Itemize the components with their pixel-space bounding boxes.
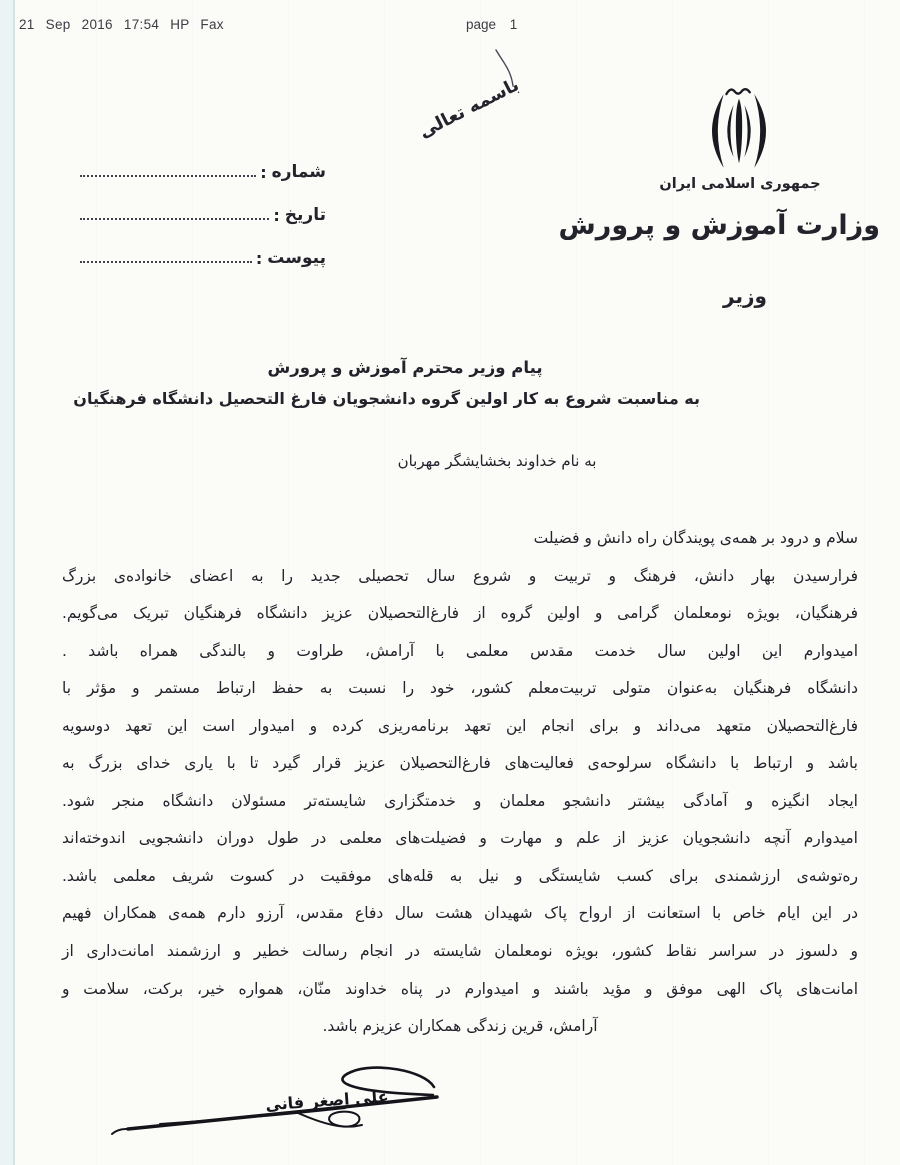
field-dotted-line bbox=[80, 175, 256, 177]
emblem-shadda bbox=[726, 89, 749, 94]
body-line: ره‌توشه‌ی ارزشمندی برای کسب شایستگی و نیل به قله‌های موفقیت در کسوت شریف معلمی باشد. bbox=[62, 866, 858, 885]
field-dotted-line bbox=[80, 261, 252, 263]
body-line: امیدوارم آنچه دانشجویان عزیز از علم و مهارت و فضیلت‌های معلمی در طول دوران دانشجویی اندوخته‌اند bbox=[62, 829, 858, 848]
field-dotted-line bbox=[80, 218, 269, 220]
iran-emblem-icon bbox=[698, 86, 780, 176]
body-line: ایجاد انگیزه و آمادگی بیشتر دانشجو معلمان و خدمتگزاری شایسته‌تر مسئولان دانشگاه منجر شود. bbox=[62, 791, 858, 810]
scan-edge-line bbox=[13, 0, 15, 1165]
field-label-date: تاریخ bbox=[284, 205, 326, 225]
body-line: فارغ‌التحصیلان متعهد می‌داند و برای انجام این تعهد برنامه‌ریزی کرده و امیدوار است این تعهد دوسویه bbox=[62, 716, 858, 735]
field-colon: : bbox=[273, 206, 280, 225]
fax-header bbox=[0, 17, 900, 37]
basmala-calligraphy: باسمه تعالی bbox=[415, 74, 523, 143]
letterhead-office-minister: وزیر bbox=[723, 284, 767, 308]
scan-edge-strip bbox=[0, 0, 13, 1165]
field-colon: : bbox=[255, 249, 263, 268]
field-label-attachment: پیوست bbox=[267, 248, 326, 268]
basmala-line: به نام خداوند بخشایشگر مهربان bbox=[397, 452, 597, 470]
signature-name: علی اصغر فانی bbox=[264, 1086, 390, 1115]
field-row-attachment bbox=[80, 242, 326, 268]
body-line: امیدوارم این اولین سال خدمت مقدس معلمی با آرامش، طراوت و بالندگی همراه باشد . bbox=[62, 641, 858, 660]
letter-body bbox=[62, 520, 858, 1046]
body-line: فرهنگیان، بویژه نومعلمان گرامی و اولین گروه از فارغ‌التحصیلان عزیز دانشگاه فرهنگیان تبریک می‌گویم. bbox=[62, 604, 858, 623]
letterhead-country: جمهوری اسلامی ایران bbox=[659, 176, 821, 192]
body-line: در این ایام خاص با استعانت از ارواح پاک شهیدان هشت سال دفاع مقدس، آرزو دارم همه‌ی همکاران فهیم bbox=[62, 904, 858, 923]
field-row-number bbox=[80, 156, 326, 182]
body-line: دانشگاه فرهنگیان به‌عنوان متولی تربیت‌معلم کشور، خود را نسبت به حفظ ارتباط مستمر و مؤثر با bbox=[62, 679, 858, 698]
body-line: باشد و ارتباط با دانشگاه سرلوحه‌ی فعالیت‌های فارغ‌التحصیلان عزیز قرار گیرد تا با یاری خدای بزرگ به bbox=[62, 754, 858, 773]
body-line: و دلسوز در سراسر نقاط کشور، بویژه نومعلمان شایسته در انجام رسالت خطیر و ارزشمند امانت‌داری از bbox=[62, 942, 858, 961]
letterhead-ministry: وزارت آموزش و پرورش bbox=[558, 210, 880, 241]
letter-title-line1: پیام وزیر محترم آموزش و پرورش bbox=[267, 358, 543, 377]
field-colon: : bbox=[260, 163, 267, 182]
body-line: آرامش، قرین زندگی همکاران عزیزم باشد. bbox=[322, 1017, 598, 1036]
fax-page-number: page 1 bbox=[466, 17, 518, 32]
body-line: فرارسیدن بهار دانش، فرهنگ و تربیت و شروع سال تحصیلی جدید را به اعضای خانواده‌ی بزرگ bbox=[62, 566, 858, 585]
field-label-number: شماره bbox=[271, 162, 326, 182]
body-line: سلام و درود بر همه‌ی پویندگان راه دانش و فضیلت bbox=[533, 529, 858, 547]
fax-timestamp: 21 Sep 2016 17:54 HP Fax bbox=[19, 17, 224, 32]
letter-title-line2: به مناسبت شروع به کار اولین گروه دانشجویان فارغ التحصیل دانشگاه فرهنگیان bbox=[73, 389, 700, 408]
letter-title bbox=[73, 358, 700, 408]
field-row-date bbox=[80, 199, 326, 225]
body-line: امانت‌های پاک الهی موفق و مؤید باشند و امیدوارم در پناه خداوند منّان، همواره خیر، برکت، سلامت و bbox=[62, 979, 858, 998]
